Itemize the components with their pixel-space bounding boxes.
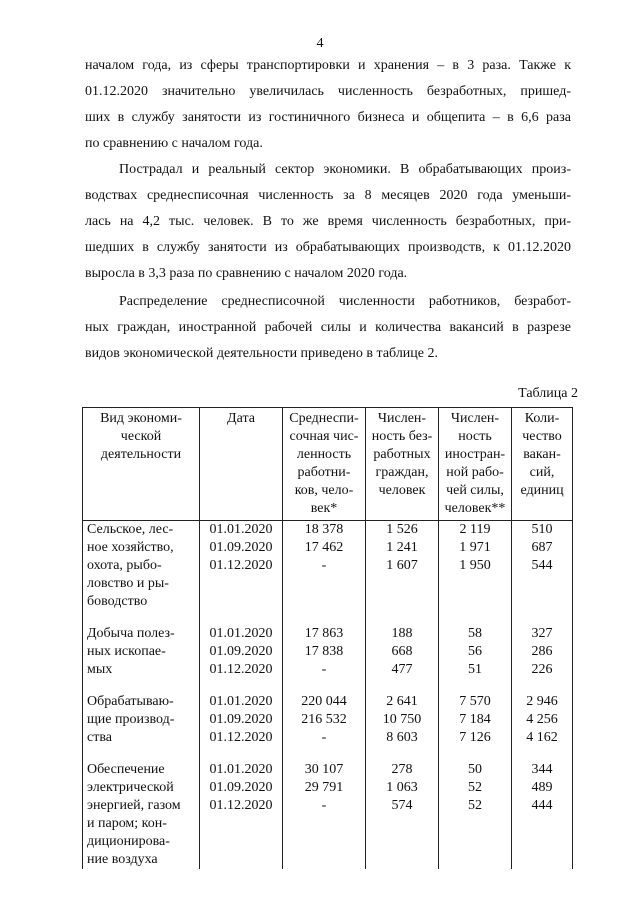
- unemployed-cell: [366, 693, 439, 747]
- spacer-cell: [439, 679, 512, 693]
- table-row: [83, 693, 573, 747]
- spacer-cell: [366, 747, 439, 761]
- cell-line: 01.09.2020: [209, 712, 273, 727]
- cell-line: 17 838: [304, 644, 344, 659]
- header-activity: Вид экономи- ческой деятельности: [83, 408, 200, 521]
- spacer-cell: [83, 611, 200, 625]
- cell-line: щие производ-: [87, 712, 175, 727]
- header-foreign-workforce: Числен- ность иностран- ной рабо- чей силы, человек**: [439, 408, 512, 521]
- spacer-cell: [439, 747, 512, 761]
- header-unemployed: Числен- ность без- работных граждан, человек: [366, 408, 439, 521]
- cell-line: Обрабатываю-: [87, 694, 174, 709]
- spacer-cell: [200, 679, 283, 693]
- foreign-workforce-cell: [439, 521, 512, 612]
- spacer-cell: [512, 611, 573, 625]
- cell-line: 52: [468, 780, 482, 795]
- cell-line: 226: [531, 662, 553, 677]
- spacer-cell: [512, 747, 573, 761]
- cell-line: -: [321, 798, 327, 813]
- paragraph-line: Пострадал и реальный сектор экономики. В обрабатывающих произ-: [119, 162, 571, 177]
- table-caption: Таблица 2: [518, 386, 578, 401]
- unemployed-cell: [366, 761, 439, 869]
- table-header-row: [83, 408, 573, 521]
- cell-line: 30 107: [304, 762, 344, 777]
- table-row: [83, 761, 573, 869]
- paragraph-line: по сравнению с началом года.: [85, 136, 263, 151]
- paragraph-line: выросла в 3,3 раза по сравнению с началом 2020 года.: [85, 266, 408, 281]
- paragraph-line: водствах среднесписочная численность за 8 месяцев 2020 года уменьши-: [85, 188, 571, 203]
- cell-line: 58: [468, 626, 482, 641]
- table-row: [83, 625, 573, 679]
- cell-line: 10 750: [382, 712, 422, 727]
- header-date: Дата: [200, 408, 283, 521]
- page-number: 4: [316, 36, 324, 51]
- spacer-cell: [283, 611, 366, 625]
- cell-line: 7 570: [459, 694, 491, 709]
- cell-line: 01.12.2020: [209, 730, 273, 745]
- row-spacer: [83, 679, 573, 693]
- spacer-cell: [200, 611, 283, 625]
- table-body: [83, 521, 573, 870]
- cell-line: 1 607: [386, 558, 418, 573]
- cell-line: -: [321, 558, 327, 573]
- activity-cell: [83, 761, 200, 869]
- cell-line: 01.12.2020: [209, 662, 273, 677]
- cell-line: 01.12.2020: [209, 558, 273, 573]
- cell-line: 01.01.2020: [209, 522, 273, 537]
- cell-line: -: [321, 730, 327, 745]
- cell-line: 50: [468, 762, 482, 777]
- paragraph-line: 01.12.2020 значительно увеличилась численность безработных, пришед-: [85, 84, 571, 99]
- cell-line: 1 950: [459, 558, 491, 573]
- cell-line: 1 526: [386, 522, 418, 537]
- cell-line: 01.01.2020: [209, 626, 273, 641]
- date-cell: [200, 521, 283, 612]
- cell-line: 17 863: [304, 626, 344, 641]
- spacer-cell: [283, 679, 366, 693]
- cell-line: ных ископае-: [87, 644, 166, 659]
- data-table: [82, 407, 573, 869]
- cell-line: 29 791: [304, 780, 344, 795]
- avg-staff-cell: [283, 761, 366, 869]
- cell-line: -: [321, 662, 327, 677]
- spacer-cell: [512, 679, 573, 693]
- cell-line: ства: [87, 730, 112, 745]
- paragraph-line: лась на 4,2 тыс. человек. В то же время численность безработных, при-: [85, 214, 571, 229]
- cell-line: энергией, газом: [87, 798, 181, 813]
- cell-line: 7 126: [459, 730, 491, 745]
- cell-line: 56: [468, 644, 482, 659]
- foreign-workforce-cell: [439, 761, 512, 869]
- vacancies-cell: [512, 693, 573, 747]
- cell-line: 327: [531, 626, 553, 641]
- cell-line: 17 462: [304, 540, 344, 555]
- cell-line: Сельское, лес-: [87, 522, 174, 537]
- cell-line: 1 063: [386, 780, 418, 795]
- date-cell: [200, 761, 283, 869]
- unemployed-cell: [366, 521, 439, 612]
- cell-line: ние воздуха: [87, 852, 158, 867]
- spacer-cell: [83, 747, 200, 761]
- cell-line: 510: [531, 522, 553, 537]
- paragraph-line: Распределение среднесписочной численности работников, безработ-: [119, 294, 571, 309]
- cell-line: 477: [391, 662, 413, 677]
- cell-line: 7 184: [459, 712, 491, 727]
- date-cell: [200, 625, 283, 679]
- foreign-workforce-cell: [439, 625, 512, 679]
- table-row: [83, 521, 573, 612]
- vacancies-cell: [512, 625, 573, 679]
- cell-line: Обеспечение: [87, 762, 165, 777]
- avg-staff-cell: [283, 693, 366, 747]
- cell-line: и паром; кон-: [87, 816, 167, 831]
- vacancies-cell: [512, 521, 573, 612]
- date-cell: [200, 693, 283, 747]
- vacancies-cell: [512, 761, 573, 869]
- cell-line: Добыча полез-: [87, 626, 175, 641]
- cell-line: электрической: [87, 780, 174, 795]
- spacer-cell: [200, 747, 283, 761]
- cell-line: 574: [391, 798, 413, 813]
- cell-line: боводство: [87, 594, 148, 609]
- row-spacer: [83, 611, 573, 625]
- cell-line: ное хозяйство,: [87, 540, 174, 555]
- cell-line: 01.01.2020: [209, 762, 273, 777]
- cell-line: 278: [391, 762, 413, 777]
- cell-line: 687: [531, 540, 553, 555]
- cell-line: 544: [531, 558, 553, 573]
- spacer-cell: [366, 679, 439, 693]
- header-vacancies: Коли- чество вакан- сий, единиц: [512, 408, 573, 521]
- paragraph-line: ших в службу занятости из гостиничного бизнеса и общепита – в 6,6 раза: [85, 110, 571, 125]
- activity-cell: [83, 625, 200, 679]
- cell-line: 52: [468, 798, 482, 813]
- cell-line: 1 971: [459, 540, 491, 555]
- cell-line: 1 241: [386, 540, 418, 555]
- cell-line: 4 256: [526, 712, 558, 727]
- cell-line: 344: [531, 762, 553, 777]
- cell-line: мых: [87, 662, 113, 677]
- cell-line: ловство и ры-: [87, 576, 169, 591]
- cell-line: 01.12.2020: [209, 798, 273, 813]
- paragraph-line: видов экономической деятельности приведено в таблице 2.: [85, 346, 439, 361]
- spacer-cell: [439, 611, 512, 625]
- spacer-cell: [366, 611, 439, 625]
- cell-line: 286: [531, 644, 553, 659]
- cell-line: 2 946: [526, 694, 558, 709]
- header-avg-staff: Среднеспи- сочная чис- ленность работни- ков, чело- век*: [283, 408, 366, 521]
- spacer-cell: [283, 747, 366, 761]
- activity-cell: [83, 693, 200, 747]
- unemployed-cell: [366, 625, 439, 679]
- cell-line: 444: [531, 798, 553, 813]
- foreign-workforce-cell: [439, 693, 512, 747]
- cell-line: 668: [391, 644, 413, 659]
- activity-cell: [83, 521, 200, 612]
- cell-line: 01.09.2020: [209, 540, 273, 555]
- cell-line: 489: [531, 780, 553, 795]
- cell-line: диционирова-: [87, 834, 170, 849]
- cell-line: 01.09.2020: [209, 780, 273, 795]
- cell-line: 188: [391, 626, 413, 641]
- cell-line: 4 162: [526, 730, 558, 745]
- cell-line: 01.01.2020: [209, 694, 273, 709]
- cell-line: 2 119: [459, 522, 491, 537]
- cell-line: 51: [468, 662, 482, 677]
- cell-line: 18 378: [304, 522, 344, 537]
- paragraph-line: началом года, из сферы транспортировки и хранения – в 3 раза. Также к: [85, 58, 571, 73]
- avg-staff-cell: [283, 521, 366, 612]
- paragraph-line: ных граждан, иностранной рабочей силы и количества вакансий в разрезе: [85, 320, 571, 335]
- paragraph-line: шедших в службу занятости из обрабатывающих производств, к 01.12.2020: [85, 240, 571, 255]
- cell-line: 01.09.2020: [209, 644, 273, 659]
- cell-line: 220 044: [301, 694, 347, 709]
- cell-line: 8 603: [386, 730, 418, 745]
- cell-line: 216 532: [301, 712, 347, 727]
- cell-line: охота, рыбо-: [87, 558, 162, 573]
- avg-staff-cell: [283, 625, 366, 679]
- spacer-cell: [83, 679, 200, 693]
- cell-line: 2 641: [386, 694, 418, 709]
- row-spacer: [83, 747, 573, 761]
